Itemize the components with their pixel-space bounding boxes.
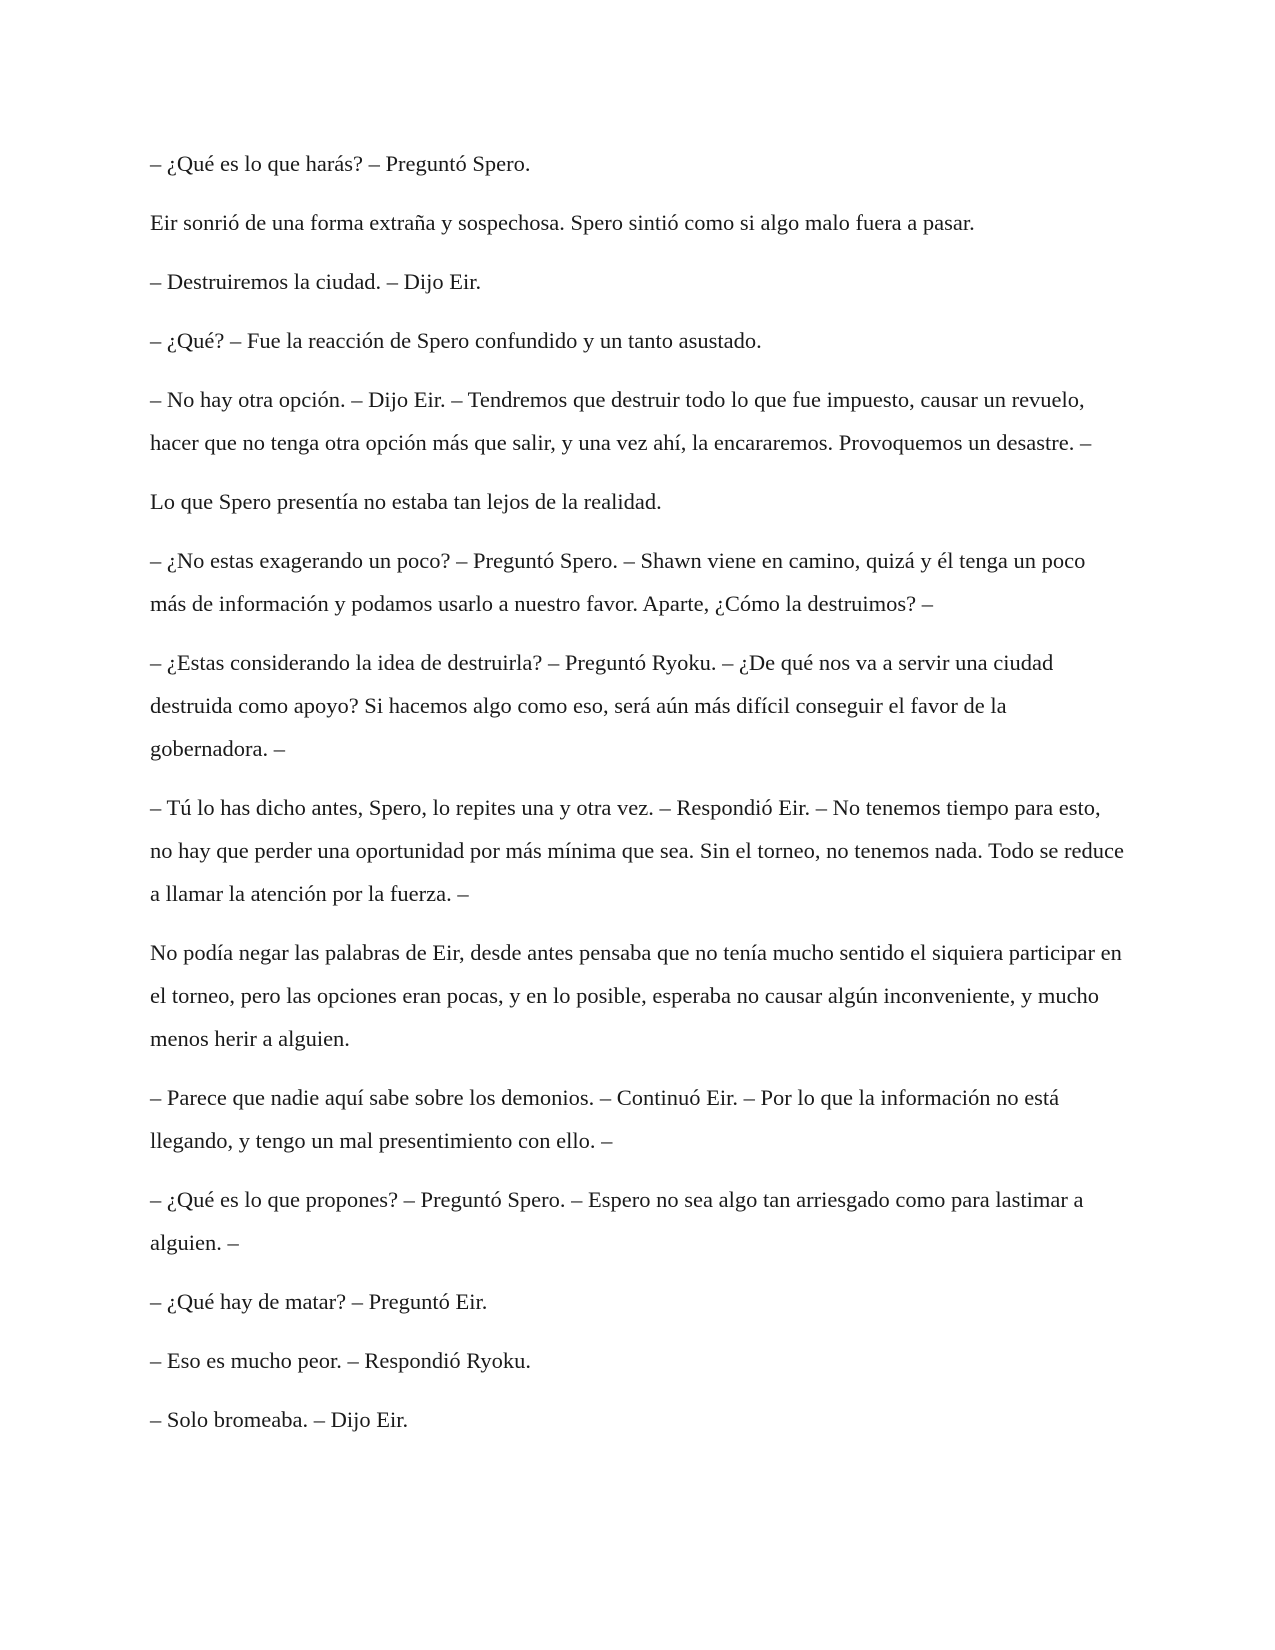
paragraph: No podía negar las palabras de Eir, desde antes pensaba que no tenía mucho sentido el siquiera participar en el torneo, pero las opciones eran pocas, y en lo posible, esperaba no causar algún inconveniente, y mucho menos herir a alguien. xyxy=(150,940,1122,1051)
paragraph: – ¿Qué es lo que propones? – Preguntó Spero. – Espero no sea algo tan arriesgado como para lastimar a alguien. – xyxy=(150,1187,1084,1255)
paragraph: – ¿No estas exagerando un poco? – Preguntó Spero. – Shawn viene en camino, quizá y él tenga un poco más de información y podamos usarlo a nuestro favor. Aparte, ¿Cómo la destruimos? – xyxy=(150,548,1086,616)
paragraph: – ¿Estas considerando la idea de destruirla? – Preguntó Ryoku. – ¿De qué nos va a servir una ciudad destruida como apoyo? Si hacemos algo como eso, será aún más difícil conseguir el favor de la gobernadora. – xyxy=(150,650,1054,761)
paragraph: Eir sonrió de una forma extraña y sospechosa. Spero sintió como si algo malo fuera a pasar. xyxy=(150,210,975,235)
paragraph: – Tú lo has dicho antes, Spero, lo repites una y otra vez. – Respondió Eir. – No tenemos tiempo para esto, no hay que perder una oportunidad por más mínima que sea. Sin el torneo, no tenemos nada. Todo se reduce a llamar la atención por la fuerza. – xyxy=(150,795,1124,906)
paragraph: – Solo bromeaba. – Dijo Eir. xyxy=(150,1407,409,1432)
paragraph: – Parece que nadie aquí sabe sobre los demonios. – Continuó Eir. – Por lo que la información no está llegando, y tengo un mal presentimiento con ello. – xyxy=(150,1085,1060,1153)
paragraph: – No hay otra opción. – Dijo Eir. – Tendremos que destruir todo lo que fue impuesto, causar un revuelo, hacer que no tenga otra opción más que salir, y una vez ahí, la encararemos. Provoquemos un desastre. – xyxy=(150,387,1092,455)
document-body xyxy=(150,142,1125,1457)
paragraph: – Eso es mucho peor. – Respondió Ryoku. xyxy=(150,1348,531,1373)
paragraph: – ¿Qué hay de matar? – Preguntó Eir. xyxy=(150,1289,488,1314)
paragraph: Lo que Spero presentía no estaba tan lejos de la realidad. xyxy=(150,489,662,514)
paragraph: – Destruiremos la ciudad. – Dijo Eir. xyxy=(150,269,482,294)
paragraph: – ¿Qué? – Fue la reacción de Spero confundido y un tanto asustado. xyxy=(150,328,762,353)
paragraph: – ¿Qué es lo que harás? – Preguntó Spero. xyxy=(150,151,531,176)
